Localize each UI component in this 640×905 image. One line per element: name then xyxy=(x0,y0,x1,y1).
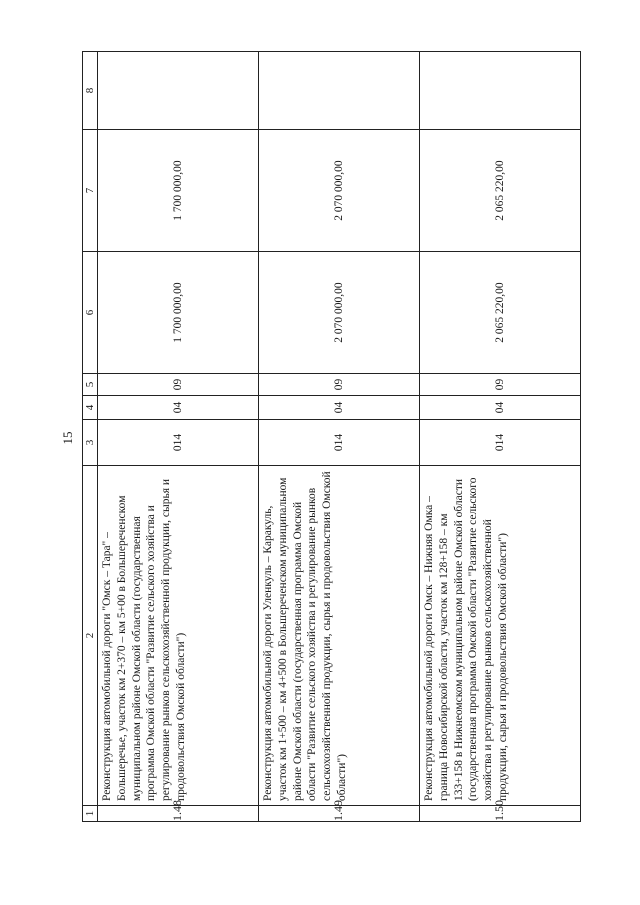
amount-cell: 2 070 000,00 xyxy=(259,130,420,252)
budget-table xyxy=(82,51,581,822)
amount-cell: 1 700 000,00 xyxy=(98,130,259,252)
code-cell: 014 xyxy=(98,420,259,466)
empty-cell xyxy=(259,52,420,130)
code-cell: 04 xyxy=(98,396,259,420)
header-cell: 4 xyxy=(83,396,98,420)
row-description: Реконструкция автомобильной дороги Уленкуль – Каракуль, участок км 1+500 – км 4+500 в Большереченском муниципальном районе Омской области (государственная программа Омской области "Развитие сельского хозяйства и регулирование рынков сельскохозяйственной продукции, сырья и продовольствия Омской области") xyxy=(259,466,420,806)
table-row xyxy=(420,52,581,822)
header-cell: 6 xyxy=(83,252,98,374)
code-cell: 04 xyxy=(420,396,581,420)
rotated-table-container xyxy=(82,52,572,822)
amount-cell: 1 700 000,00 xyxy=(98,252,259,374)
table-row xyxy=(98,52,259,822)
row-description: Реконструкция автомобильной дороги "Омск – Тара" – Большеречье, участок км 2+370 – км 5+00 в Большереченском муниципальном районе Омской области (государственная программа Омской области "Развитие сельского хозяйства и регулирование рынков сельскохозяйственной продукции, сырья и продовольствия Омской области") xyxy=(98,466,259,806)
code-cell: 014 xyxy=(420,420,581,466)
amount-cell: 2 070 000,00 xyxy=(259,252,420,374)
header-cell: 8 xyxy=(83,52,98,130)
header-cell: 7 xyxy=(83,130,98,252)
amount-cell: 2 065 220,00 xyxy=(420,130,581,252)
code-cell: 04 xyxy=(259,396,420,420)
code-cell: 014 xyxy=(259,420,420,466)
row-description: Реконструкция автомобильной дороги Омск – Нижняя Омка – граница Новосибирской области, участок км 128+158 – км 133+158 в Нижнеомском муниципальном районе Омской области (государственная программа Омской области "Развитие сельского хозяйства и регулирование рынков сельскохозяйственной продукции, сырья и продовольствия Омской области") xyxy=(420,466,581,806)
table-row xyxy=(259,52,420,822)
header-cell: 5 xyxy=(83,374,98,396)
code-cell: 09 xyxy=(259,374,420,396)
row-number: 1.49 xyxy=(259,806,420,822)
page-number: 15 xyxy=(60,431,75,445)
code-cell: 09 xyxy=(98,374,259,396)
amount-cell: 2 065 220,00 xyxy=(420,252,581,374)
header-cell: 1 xyxy=(83,806,98,822)
header-row xyxy=(83,52,98,822)
row-number: 1.48 xyxy=(98,806,259,822)
header-cell: 2 xyxy=(83,466,98,806)
row-number: 1.50 xyxy=(420,806,581,822)
header-cell: 3 xyxy=(83,420,98,466)
empty-cell xyxy=(98,52,259,130)
code-cell: 09 xyxy=(420,374,581,396)
empty-cell xyxy=(420,52,581,130)
